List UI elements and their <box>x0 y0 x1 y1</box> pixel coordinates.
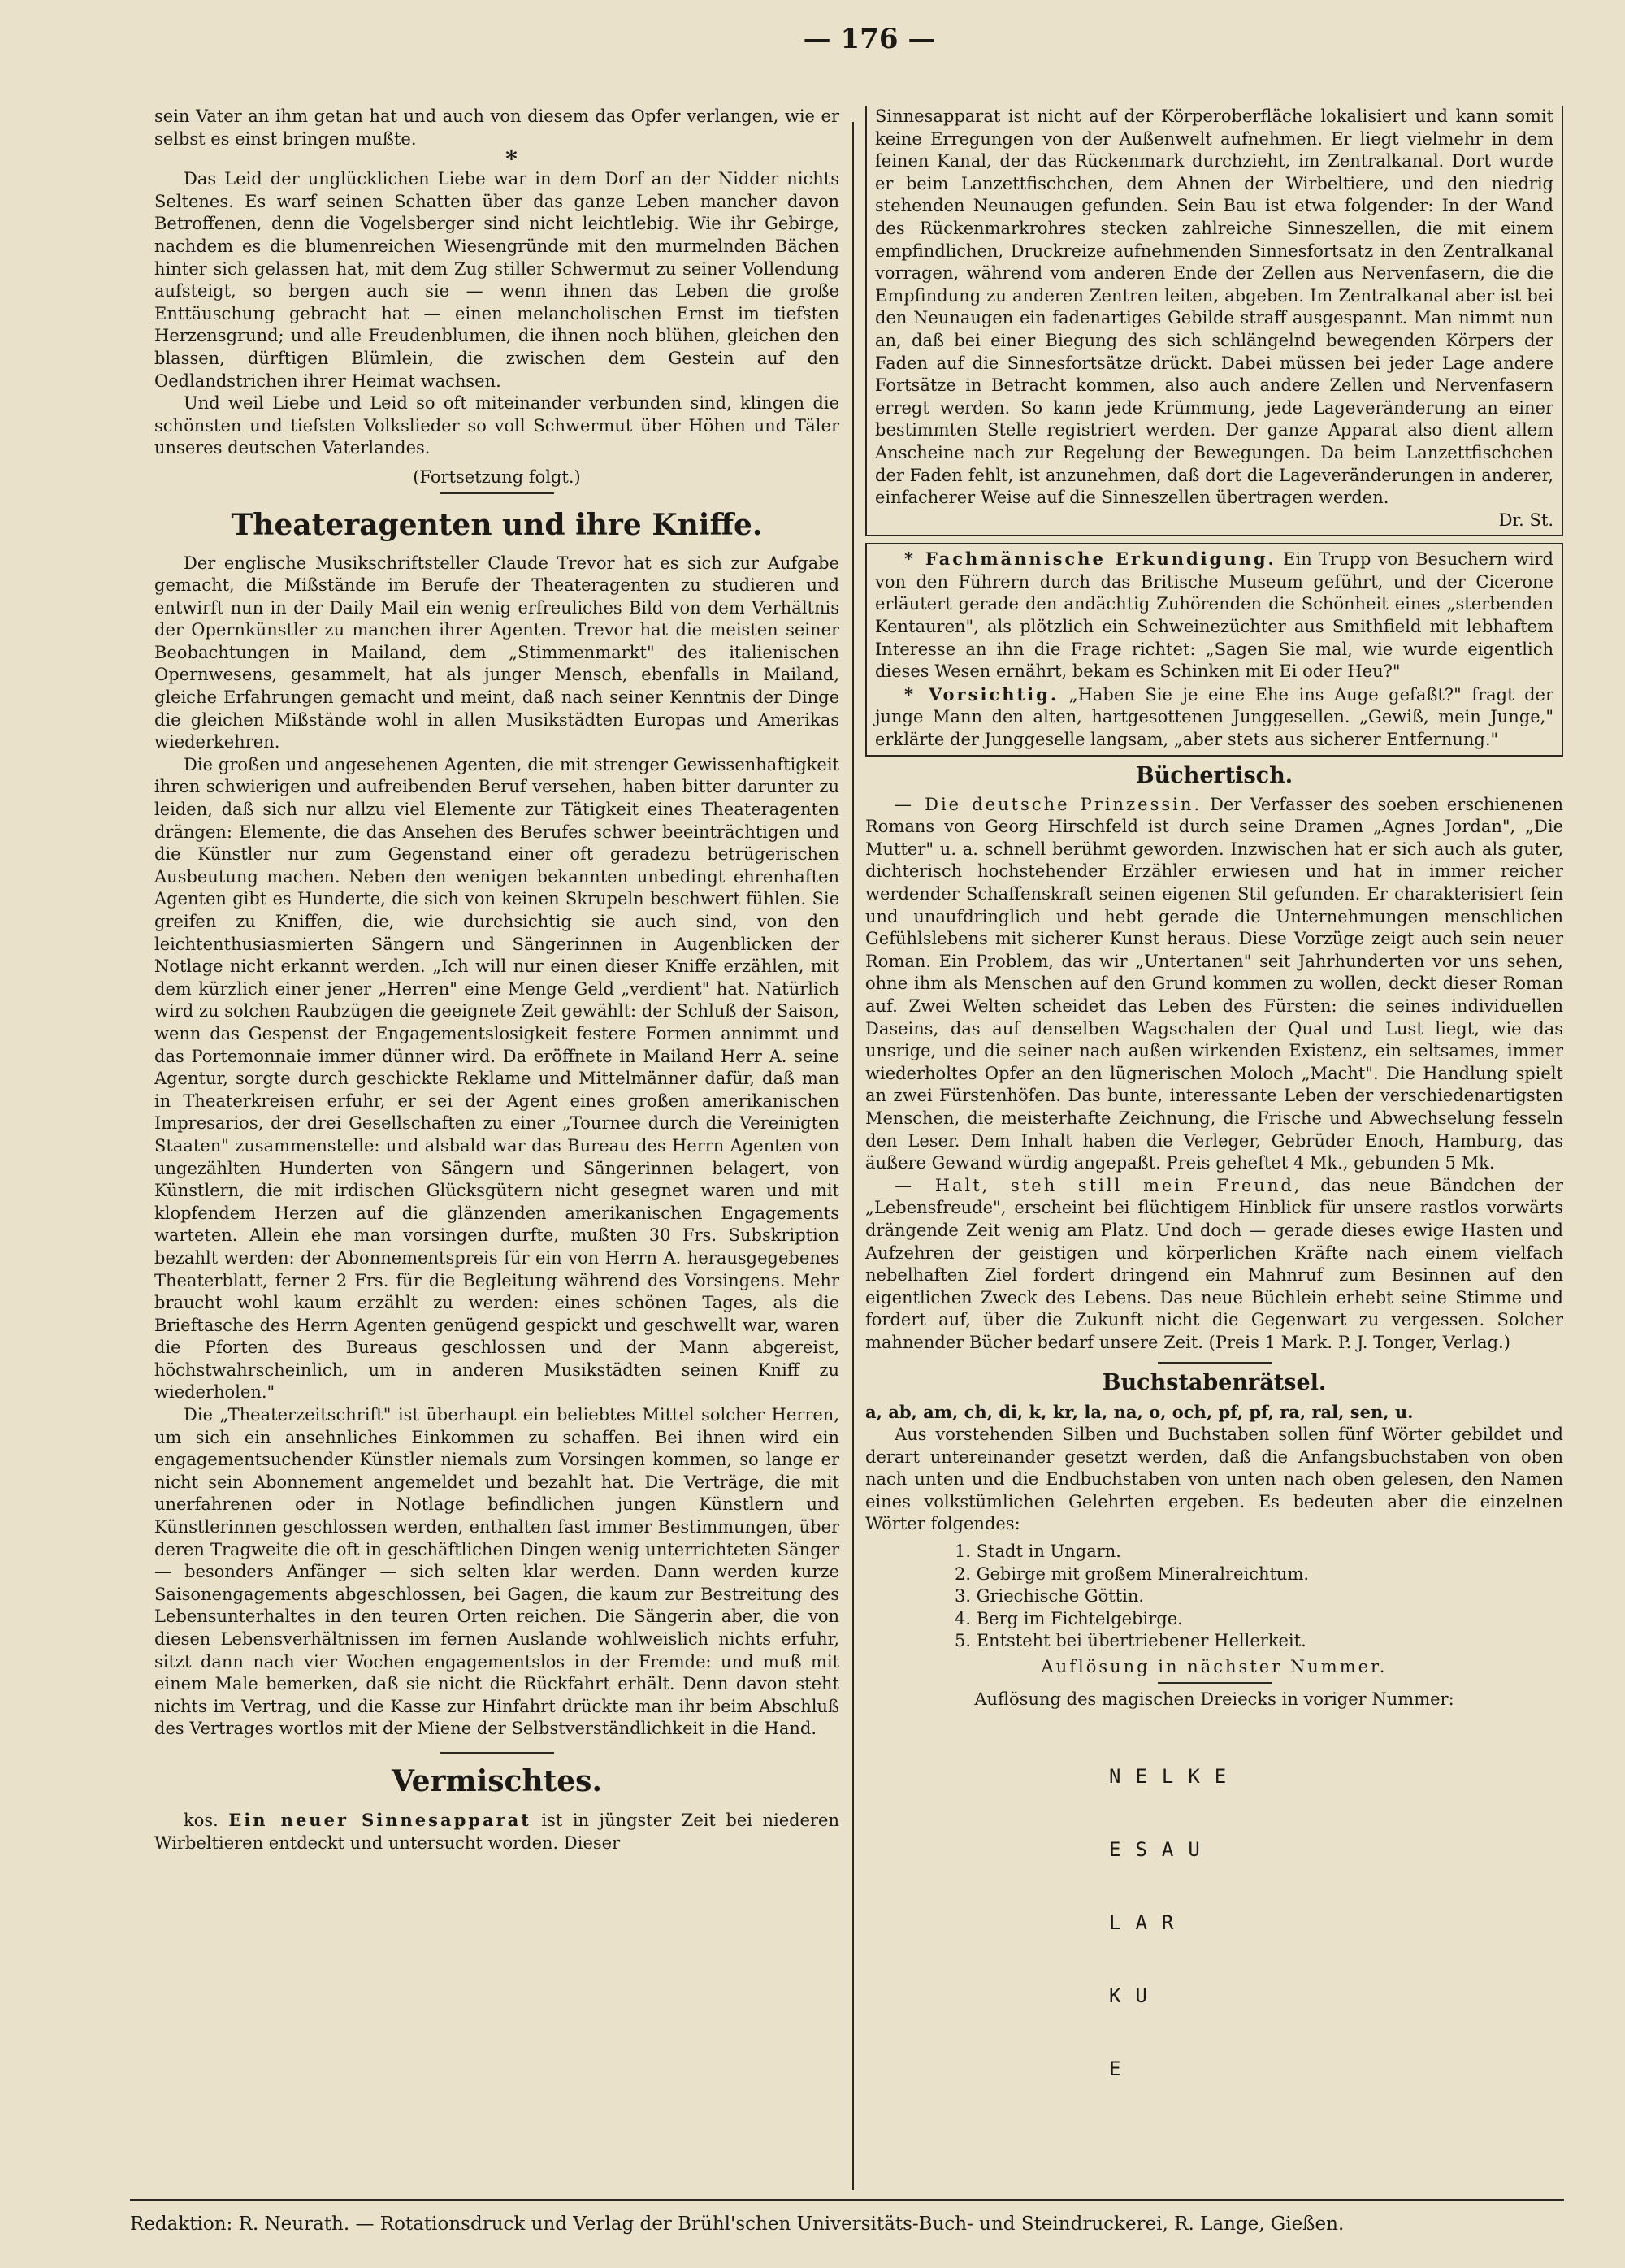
clue-item: 3. Griechische Göttin. <box>955 1586 1145 1607</box>
item-text: ist in jüngster Zeit bei niederen Wirbeltieren entdeckt und untersucht worden. Dieser <box>154 1810 839 1853</box>
column-divider <box>852 122 854 2190</box>
article-title: Theateragenten und ihre Kniffe. <box>231 507 763 542</box>
author-signature: Dr. St. <box>1498 510 1554 530</box>
raetsel-syllables: a, ab, am, ch, di, k, kr, la, na, o, och, pf, pf, ra, ral, sen, u. <box>865 1402 1414 1423</box>
clue-item: 2. Gebirge mit großem Mineralreichtum. <box>955 1563 1310 1584</box>
continuation-note: (Fortsetzung folgt.) <box>413 466 581 487</box>
triangle-row: E <box>1109 2058 1136 2081</box>
anecdote-text: Ein Trupp von Besuchern wird von den Führern durch das Britische Museum geführt, und der Cicerone erläutert gerade den andächtig Zuhörenden die Schönheit eines „sterbenden Kentauren", als plötzlich ein Schweinezüchter aus Smithfield mit lebhaftem Interesse an ihn die Frage richtet: „Sagen Sie mal, wie wurde eigentlich dieses Wesen ernährt, bekam es Schinken mit Ei oder Heu?" <box>875 549 1554 682</box>
review-paragraph <box>865 1175 1563 1355</box>
anecdote-text: „Haben Sie je eine Ehe ins Auge gefaßt?" fragt der junge Mann den alten, hartgesottenen Junggesellen. „Gewiß, mein Junge," erklärte der Junggeselle langsam, „aber stets aus sicherer Entfernung." <box>875 684 1554 750</box>
buechertisch-title: Büchertisch. <box>1135 762 1294 788</box>
review-headline: — Die deutsche Prinzessin. <box>895 794 1202 814</box>
right-column <box>865 106 1563 2130</box>
anecdote-paragraph <box>875 548 1554 683</box>
raetsel-title: Buchstabenrätsel. <box>1102 1370 1327 1396</box>
divider <box>1158 1682 1272 1684</box>
raetsel-instructions: Aus vorstehenden Silben und Buchstaben sollen fünf Wörter gebildet und derart untereinander gesetzt werden, daß die Anfangsbuchstaben von oben nach unten und die Endbuchstaben von unten nach oben gelesen, den Namen eines volkstümlichen Gelehrten ergeben. Es bedeuten aber die einzelnen Wörter folgendes: <box>865 1425 1563 1534</box>
article-paragraph: Der englische Musikschriftsteller Claude Trevor hat es sich zur Aufgabe gemacht, die Mißstände im Berufe der Theateragenten zu studieren und entwirft nun in der Daily Mail ein wenig erfreuliches Bild von dem Verhältnis der Opernkünstler zu manchen ihrer Agenten. Trevor hat die meisten seiner Beobachtungen in Mailand, dem „Stimmenmarkt" des italienischen Opernwesens, gesammelt, hat als junger Mensch, ebenfalls in Mailand, gleiche Erfahrungen gemacht und meint, daß nach seiner Kenntnis der Dinge die gleichen Mißstände wohl in allen Musikstädten Europas und Amerikas wiederkehren. <box>154 553 839 752</box>
clue-item: 5. Entsteht bei übertriebener Hellerkeit. <box>955 1631 1306 1651</box>
vermischtes-title: Vermischtes. <box>392 1763 602 1798</box>
triangle-row: KU <box>1109 1984 1162 2008</box>
divider <box>1158 1362 1272 1364</box>
serial-paragraph: Und weil Liebe und Leid so oft miteinander verbunden sind, klingen die schönsten und tiefsten Volkslieder so voll Schwermut über Höhen und Täler unseres deutschen Vaterlandes. <box>154 393 839 458</box>
raetsel-next: Auflösung in nächster Nummer. <box>1041 1657 1388 1676</box>
serial-continuation: sein Vater an ihm getan hat und auch von diesem das Opfer verlangen, wie er selbst es einst bringen mußte. <box>154 106 839 149</box>
vermischtes-paragraph <box>154 1809 839 1854</box>
left-column <box>154 106 839 1854</box>
author-mark: kos. <box>184 1810 219 1830</box>
serial-paragraph: Das Leid der unglücklichen Liebe war in dem Dorf an der Nidder nichts Seltenes. Es warf seinen Schatten über das ganze Leben mancher davon Betroffenen, denn die Vogelsberger sind nicht leichtlebig. Wie ihr Gebirge, nachdem es die blumenreichen Wiesengründe mit den murmelnden Bächen hinter sich gelassen hat, mit dem Zug stiller Schwermut zu seiner Vollendung aufsteigt, so bergen auch sie — wenn ihnen das Leben die große Enttäuschung gebracht hat — einen melancholischen Ernst im tiefsten Herzensgrund; und alle Freudenblumen, die ihnen noch blühen, gleichen den blassen, dürftigen Blümlein, die zwischen dem Gestein auf den Oedlandstrichen ihrer Heimat wachsen. <box>154 169 839 391</box>
footer-rule <box>130 2199 1564 2201</box>
clue-item: 4. Berg im Fichtelgebirge. <box>955 1608 1183 1628</box>
review-headline: — Halt, steh still mein Freund, <box>895 1175 1302 1195</box>
article-paragraph: Die „Theaterzeitschrift" ist überhaupt ein beliebtes Mittel solcher Herren, um sich ein ansehnliches Einkommen zu schaffen. Bei ihnen wird ein engagementsuchender Künstler niemals zum Vorsingen kommen, so lange er nicht sein Abonnement angemeldet und bezahlt hat. Die Verträge, die mit unerfahrenen oder in Notlage befindlichen jungen Künstlern und Künstlerinnen geschlossen werden, enthalten fast immer Bestimmungen, über deren Tragweite die oft in geschäftlichen Dingen wenig unterrichteten Sänger — besonders Anfänger — sich selten klar werden. Dann werden kurze Saisonengagements abgeschlossen, bei Gagen, die kaum zur Bestreitung des Lebensunterhaltes in den teuren Orten reichen. Die Sängerin aber, die von diesen Lebensverhältnissen im fernen Auslande wohlweislich nichts erfuhr, sitzt dann nach vier Wochen engagementslos in der Fremde: und muß mit einem Male bemerken, daß sie nicht die Rückfahrt erhält. Denn davon steht nichts im Vertrag, und die Kasse zur Hinfahrt drückte man ihr beim Abschluß des Vertrages wortlos mit der Miene der Selbstverständlichkeit in die Hand. <box>154 1405 839 1739</box>
article-paragraph: Die großen und angesehenen Agenten, die mit strenger Gewissenhaftigkeit ihren schwierigen und aufreibenden Beruf versehen, haben bitter darunter zu leiden, daß sich nur allzu viel Elemente zur Tätigkeit eines Theateragenten drängen: Elemente, die das Ansehen des Berufes schwer beeinträchtigen und die Künstler nur zum Gegenstand einer oft geradezu betrügerischen Ausbeutung machen. Neben den wenigen bekannten unbedingt ehrenhaften Agenten gibt es Hunderte, die sich von keinen Skrupeln beschwert fühlen. Sie greifen zu Kniffen, die, wie durchsichtig sie auch sind, von den leichtenthusiasmierten Sängern und Sängerinnen in Augenblicken der Notlage nicht erkannt werden. „Ich will nur einen dieser Kniffe erzählen, mit dem kürzlich einer jener „Herren" eine Menge Geld „verdient" hat. Natürlich wird zu solchen Raubzügen die geeignete Zeit gewählt: der Schluß der Saison, wenn das Gespenst der Engagementslosigkeit festere Formen annimmt und das Portemonnaie immer dünner wird. Da eröffnete in Mailand Herr A. seine Agentur, sorgte durch geschickte Reklame und Mittelmänner dafür, daß man in Theaterkreisen erfuhr, er sei der Agent eines großen amerikanischen Impresarios, der drei Gesellschaften zu einer „Tournee durch die Vereinigten Staaten" zusammenstelle: und alsbald war das Bureau des Herrn Agenten von ungezählten Hunderten von Sängern und Sängerinnen belagert, von Künstlern, die mit irdischen Glücksgütern nicht gesegnet waren und mit klopfendem Herzen auf die glänzenden amerikanischen Engagements warteten. Allein ehe man vorsingen durfte, mußten 30 Frs. Subskription bezahlt werden: der Abonnementspreis für ein von Herrn A. herausgegebenes Theaterblatt, ferner 2 Frs. für die Begleitung während des Vorsingens. Mehr braucht wohl kaum erzählt zu werden: eines schönen Tages, als die Brieftasche des Herrn Agenten genügend gespickt und geschwellt war, waren die Pforten des Bureaus geschlossen und der Mann abgereist, höchstwahrscheinlich, um in anderen Musikstädten seinen Kniff zu wiederholen." <box>154 754 839 1403</box>
item-headline: Ein neuer Sinnesapparat <box>228 1809 531 1830</box>
raetsel-solution-label: Auflösung des magischen Dreiecks in voriger Nummer: <box>974 1689 1454 1709</box>
review-text: das neue Bändchen der „Lebensfreude", erscheint bei flüchtigem Hinblick für unsere rastlos vorwärts drängende Zeit wenig am Platz. Und doch — gerade dieses ewige Hasten und Aufzehren der geistigen und körperlichen Kräfte nach einem vielfach nebelhaften Ziel fordert dringend ein Mahnruf zum Besinnen auf den eigentlichen Zweck des Lebens. Das neue Büchlein erhebt seine Stimme und fordert auf, über die Zukunft nicht die Gegenwart zu vergessen. Solcher mahnender Bücher bedarf unsere Zeit. (Preis 1 Mark. P. J. Tonger, Verlag.) <box>865 1175 1563 1352</box>
divider <box>440 1752 554 1754</box>
raetsel-clues <box>865 1541 1563 1653</box>
divider <box>440 492 554 494</box>
section-star: * <box>505 145 518 173</box>
review-text: Der Verfasser des soeben erschienenen Romans von Georg Hirschfeld ist durch seine Dramen „Agnes Jordan", „Die Mutter" u. a. schnell berühmt geworden. Inzwischen hat er sich auch als guter, dichterisch hochstehender Erzähler erwiesen und hat in immer reicher werdender Schaffenskraft seinen eigenen Stil gefunden. Er charakterisiert fein und unaufdringlich und hebt gerade die Unternehmungen menschlichen Gefühlslebens mit sicherer Kunst heraus. Diese Vorzüge zeigt auch sein neuer Roman. Ein Problem, das wir „Untertanen" seit Jahrhunderten vor uns sehen, ohne ihm als Menschen auf den Grund kommen zu wollen, deckt dieser Roman auf. Zwei Welten scheidet das Leben des Fürsten: die seines individuellen Daseins, das auf denselben Wagschalen der Qual und Lust liegt, wie das unsrige, und die seiner nach außen wirkenden Existenz, ein seltsames, immer wiederholtes Opfer an den lügnerischen Moloch „Macht". Die Handlung spielt an zwei Fürstenhöfen. Das bunte, interessante Leben der verschiedenartigsten Menschen, die meisterhafte Zeichnung, die Frische und Abwechselung fesseln den Leser. Dem Inhalt haben die Verleger, Gebrüder Enoch, Hamburg, das äußere Gewand würdig angepaßt. Preis geheftet 4 Mk., gebunden 5 Mk. <box>865 794 1563 1173</box>
anecdote-headline: * Fachmännische Erkundigung. <box>904 549 1276 570</box>
anecdote-box <box>865 543 1563 756</box>
anecdote-headline: * Vorsichtig. <box>904 683 1060 705</box>
imprint-footer: Redaktion: R. Neurath. — Rotationsdruck und Verlag der Brühl'schen Universitäts-Buch- und Steindruckerei, R. Lange, Gießen. <box>130 2214 1345 2235</box>
clue-item: 1. Stadt in Ungarn. <box>955 1542 1121 1562</box>
magic-triangle <box>1109 1715 1563 2130</box>
triangle-row: ESAU <box>1109 1838 1215 1862</box>
anecdote-paragraph <box>875 683 1554 752</box>
vermischtes-box <box>865 106 1563 536</box>
review-paragraph <box>865 794 1563 1175</box>
page-number: — 176 — <box>803 23 936 55</box>
triangle-row: NELKE <box>1109 1765 1242 1789</box>
triangle-row: LAR <box>1109 1911 1189 1935</box>
vermischtes-continuation: Sinnesapparat ist nicht auf der Körperoberfläche lokalisiert und kann somit keine Erregungen von der Außenwelt aufnehmen. Er liegt vielmehr in dem feinen Kanal, der das Rückenmark durchzieht, im Zentralkanal. Dort wurde er beim Lanzettfischchen, dem Ahnen der Wirbeltiere, und den niedrig stehenden Neunaugen gefunden. Sein Bau ist etwa folgender: In der Wand des Rückenmarkrohres stecken zahlreiche Sinneszellen, die mit einem empfindlichen, Druckreize aufnehmenden Sinnesfortsatz in den Zentralkanal vorragen, während vom anderen Ende der Zellen aus Nervenfasern, die die Empfindung zu anderen Zentren leiten, abgeben. Im Zentralkanal aber ist bei den Neunaugen ein fadenartiges Gebilde straff ausgespannt. Man nimmt nun an, daß bei einer Biegung des sich schlängelnd bewegenden Körpers der Faden auf die Sinnesfortsätze drückt. Dabei müssen bei jeder Lage andere Fortsätze in Betracht kommen, also auch andere Zellen und Nervenfasern erregt werden. So kann jede Krümmung, jede Lageveränderung an einer bestimmten Stelle registriert werden. Der ganze Apparat also dient allem Anscheine nach zur Regelung der Bewegungen. Da beim Lanzettfischchen der Faden fehlt, ist anzunehmen, daß dort die Lageveränderungen in anderer, einfacherer Weise auf die Sinneszellen übertragen werden. <box>875 106 1554 508</box>
